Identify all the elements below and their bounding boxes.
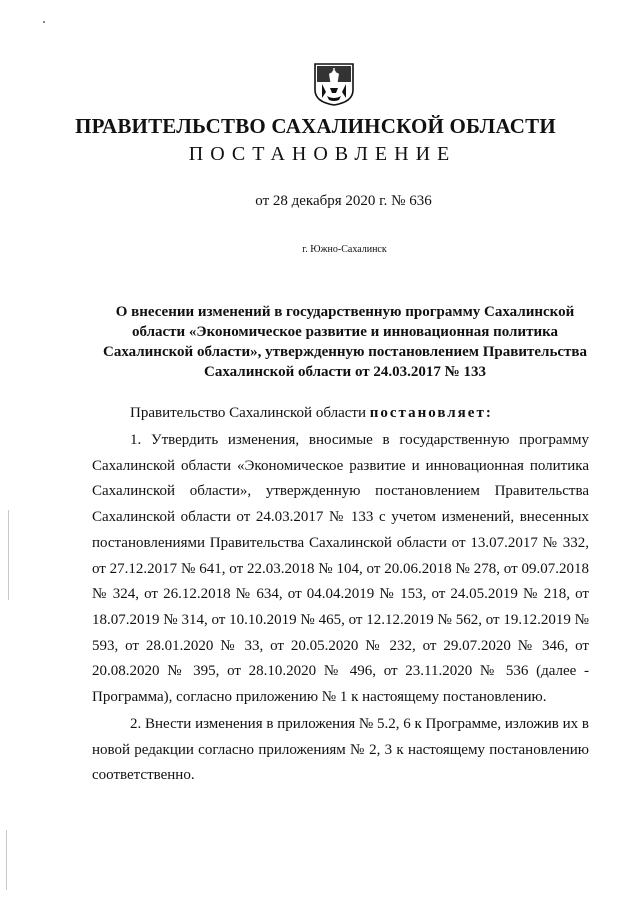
- preamble: [130, 405, 493, 422]
- paragraph-1: [92, 428, 589, 711]
- scan-mark: [43, 21, 45, 23]
- scan-mark: [6, 830, 7, 890]
- organization-title: ПРАВИТЕЛЬСТВО САХАЛИНСКОЙ ОБЛАСТИ: [75, 114, 556, 138]
- document-subject: О внесении изменений в государственную программу Сахалинской области «Экономическое развитие и инновационная политика Сахалинской области», утвержденную постановлением Правительства Сахалинской области от 24.03.2017 № 133: [102, 304, 588, 380]
- paragraph-2: [92, 712, 589, 789]
- preamble-text: Правительство Сахалинской области: [130, 405, 370, 421]
- document-type: ПОСТАНОВЛЕНИЕ: [188, 143, 457, 165]
- document-date-number: от 28 декабря 2020 г. № 636: [255, 193, 432, 209]
- scan-mark: [8, 510, 9, 600]
- coat-of-arms-icon: [313, 62, 355, 106]
- paragraph-2-text: 2. Внести изменения в приложения № 5.2, 6 к Программе, изложив их в новой редакции согласно приложениям № 2, 3 к настоящему постановлению соответственно.: [92, 716, 589, 784]
- document-city: г. Южно-Сахалинск: [302, 244, 387, 255]
- paragraph-1-text: 1. Утвердить изменения, вносимые в государственную программу Сахалинской области «Экономическое развитие и инновационная политика Сахалинской области», утвержденную постановлением Правительства Сахалинской области от 24.03.2017 № 133 с учетом изменений, внесенных постановлениями Правительства Сахалинской области от 13.07.2017 № 332, от 27.12.2017 № 641, от 22.03.2018 № 104, от 20.06.2018 № 278, от 09.07.2018 № 324, от 26.12.2018 № 634, от 04.04.2019 № 153, от 24.05.2019 № 218, от 18.07.2019 № 314, от 10.10.2019 № 465, от 12.12.2019 № 562, от 19.12.2019 № 593, от 28.01.2020 № 33, от 20.05.2020 № 232, от 29.07.2020 № 346, от 20.08.2020 № 395, от 28.10.2020 № 496, от 23.11.2020 № 536 (далее - Программа), согласно приложению № 1 к настоящему постановлению.: [92, 432, 589, 706]
- preamble-action: постановляет:: [369, 405, 493, 421]
